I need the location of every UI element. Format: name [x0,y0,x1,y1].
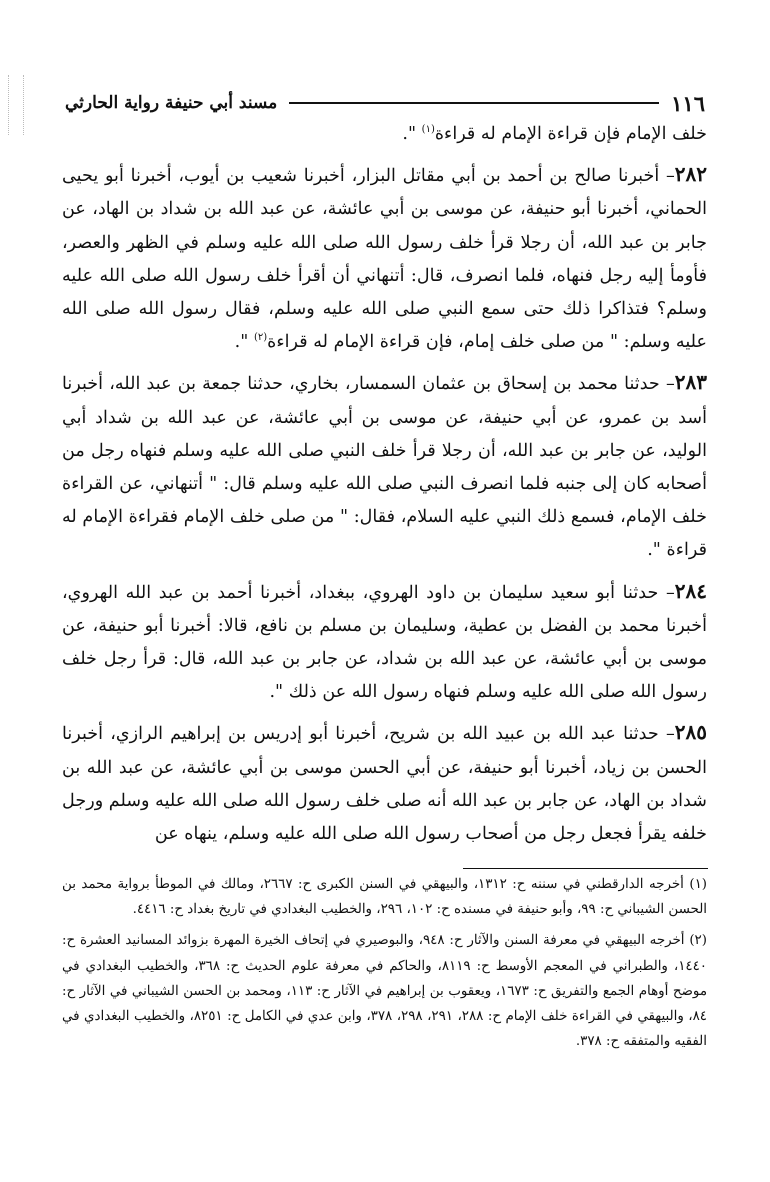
hadith-number: ٢٨٣ [674,370,707,395]
hadith-text: – حدثنا عبد الله بن عبيد الله بن شريح، أخبرنا أبو إدريس بن إبراهيم الرازي، أخبرنا الحسن بن زياد، أخبرنا أبو حنيفة، عن أبي الحسن موسى بن أبي عائشة، عن عبد الله بن شداد بن الهاد، عن جابر بن عبد الله أنه صلى خلف رسول الله صلى الله عليه وسلم ورجل خلفه يقرأ فجعل رجل من أصحاب رسول الله صلى الله عليه وسلم، ينهاه عن [62,724,707,845]
hadith-number: ٢٨٢ [674,162,707,187]
hadith-282 [62,158,707,359]
continuation-paragraph [62,118,707,151]
paragraph-text: خلف الإمام فإن قراءة الإمام له قراءة [434,124,707,144]
hadith-text: – أخبرنا صالح بن أحمد بن أبي مقاتل البزار، أخبرنا شعيب بن أيوب، أخبرنا أبو يحيى الحماني، أخبرنا أبو حنيفة، عن موسى بن أبي عائشة، عن عبد الله بن شداد بن الهاد، عن جابر بن عبد الله، أن رجلا قرأ خلف رسول الله صلى الله عليه وسلم في الظهر والعصر، فأومأ إليه رجل فنهاه، فلما انصرف، قال: أتنهاني أن أقرأ خلف رسول الله صلى الله عليه وسلم؟ فتذاكرا ذلك حتى سمع النبي صلى الله عليه وسلم، فقال رسول الله صلى الله عليه وسلم: " من صلى خلف إمام، فإن قراءة الإمام له قراءة [62,166,707,353]
footnote-ref-1[interactable]: (١) [421,124,435,136]
quote-close: ". [402,124,422,144]
binding-margin-marks [8,75,24,135]
page-number: ١١٦ [671,90,705,116]
footnote-separator [463,868,708,869]
page-header [65,88,705,118]
main-text [62,118,707,858]
hadith-text: – حدثنا أبو سعيد سليمان بن داود الهروي، ببغداد، أخبرنا أحمد بن عبد الله الهروي، أخبرنا محمد بن الفضل بن عطية، وسليمان بن مسلم بن نافع، قالا: أخبرنا أبو حنيفة، عن موسى بن أبي عائشة، عن عبد الله بن شداد، عن جابر بن عبد الله، قال: قرأ رجل خلف رسول الله صلى الله عليه وسلم فنهاه رسول الله عن ذلك ". [62,582,707,703]
hadith-number: ٢٨٤ [674,578,707,603]
footnote-2: (٢) أخرجه البيهقي في معرفة السنن والآثار ح: ٩٤٨، والبوصيري في إتحاف الخيرة المهرة بزوائد المسانيد العشرة ح: ١٤٤٠، والطبراني في المعجم الأوسط ح: ٨١١٩، والحاكم في معرفة علوم الحديث ح: ٣٦٨، والخطيب البغدادي في موضح أوهام الجمع والتفريق ح: ١٦٧٣، ويعقوب بن إبراهيم في الآثار ح: ١١٣، ومحمد بن الحسن الشيباني في الآثار ح: ٨٤، والبيهقي في القراءة خلف الإمام ح: ٢٨٨، ٢٩١، ٢٩٨، ٣٧٨، وابن عدي في الكامل ح: ٨٢٥١، والخطيب البغدادي في الفقيه والمتفقه ح: ٣٧٨. [62,933,707,1050]
header-rule [289,102,659,104]
quote-close: ". [234,332,254,353]
footnotes [62,872,707,1060]
footnote-ref-2[interactable]: (٢) [253,332,268,344]
hadith-283 [62,366,707,567]
hadith-284 [62,575,707,710]
hadith-number: ٢٨٥ [674,720,707,745]
hadith-text: – حدثنا محمد بن إسحاق بن عثمان السمسار، بخاري، حدثنا جمعة بن عبد الله، أخبرنا أسد بن عمرو، عن أبي حنيفة، عن موسى بن أبي عائشة، عن عبد الله بن شداد أبي الوليد، عن جابر بن عبد الله، أن رجلا قرأ خلف النبي صلى الله عليه وسلم فنهاه رجل من أصحابه كان إلى جنبه فلما انصرف النبي صلى الله عليه وسلم قال: " أتنهاني، عن القراءة خلف الإمام، فسمع ذلك النبي عليه السلام، فقال: " من صلى خلف الإمام فقراءة الإمام له قراءة ". [62,374,707,561]
hadith-285 [62,716,707,851]
running-title: مسند أبي حنيفة رواية الحارثي [65,93,278,113]
footnote-1: (١) أخرجه الدارقطني في سننه ح: ١٣١٢، والبيهقي في السنن الكبرى ح: ٢٦٦٧، ومالك في الموطأ برواية محمد بن الحسن الشيباني ح: ٩٩، وأبو حنيفة في مسنده ح: ١٠٢، ٢٩٦، والخطيب البغدادي في تاريخ بغداد ح: ٤٤١٦. [62,877,707,918]
